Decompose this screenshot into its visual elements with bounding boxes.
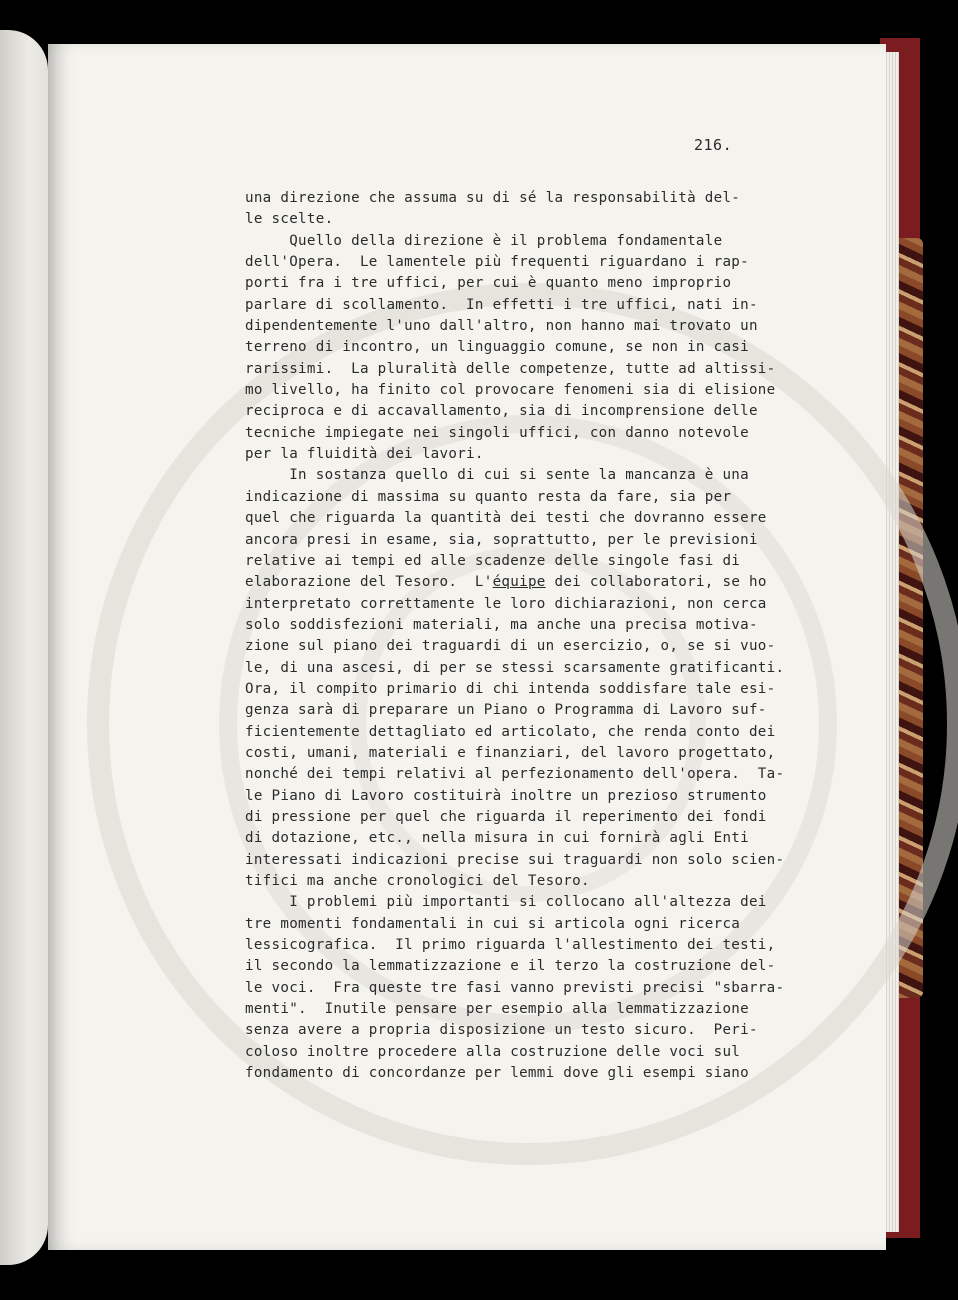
text-line: le, di una ascesi, di per se stessi scarsamente gratificanti.: [245, 659, 785, 676]
text-line: indicazione di massima su quanto resta da fare, sia per: [245, 488, 732, 505]
text-line: interpretato correttamente le loro dichiarazioni, non cerca: [245, 595, 767, 612]
text-line: mo livello, ha finito col provocare fenomeni sia di elisione: [245, 382, 776, 399]
text-line: terreno di incontro, un linguaggio comune, se non in casi: [245, 339, 749, 356]
text-line: per la fluidità dei lavori.: [245, 446, 484, 463]
text-line: di pressione per quel che riguarda il reperimento dei fondi: [245, 808, 767, 825]
text-line: In sostanza quello di cui si sente la mancanza è una: [245, 467, 749, 484]
text-line: senza avere a propria disposizione un testo sicuro. Peri-: [245, 1022, 758, 1039]
text-line: reciproca e di accavallamento, sia di incomprensione delle: [245, 403, 758, 420]
body-text: [245, 188, 805, 1084]
text-line: interessati indicazioni precise sui traguardi non solo scien-: [245, 851, 785, 868]
text-line: genza sarà di preparare un Piano o Programma di Lavoro suf-: [245, 702, 767, 719]
text-line: dipendentemente l'uno dall'altro, non hanno mai trovato un: [245, 318, 758, 335]
text-line: relative ai tempi ed alle scadenze delle singole fasi di: [245, 552, 741, 569]
text-line: di dotazione, etc., nella misura in cui fornirà agli Enti: [245, 830, 749, 847]
text-line: coloso inoltre procedere alla costruzione delle voci sul: [245, 1043, 741, 1060]
text-line: dell'Opera. Le lamentele più frequenti riguardano i rap-: [245, 254, 749, 271]
text-line: ficientemente dettagliato ed articolato, che renda conto dei: [245, 723, 776, 740]
underlined-word: équipe: [492, 574, 546, 591]
text-line: elaborazione del Tesoro. L'équipe dei collaboratori, se ho: [245, 574, 767, 591]
text-line: menti". Inutile pensare per esempio alla lemmatizzazione: [245, 1001, 749, 1018]
page-number: 216.: [694, 136, 733, 154]
text-line: fondamento di concordanze per lemmi dove gli esempi siano: [245, 1065, 749, 1082]
text-line: costi, umani, materiali e finanziari, del lavoro progettato,: [245, 744, 776, 761]
text-line: il secondo la lemmatizzazione e il terzo la costruzione del-: [245, 958, 776, 975]
text-line: zione sul piano dei traguardi di un esercizio, o, se si vuo-: [245, 638, 776, 655]
text-line: tre momenti fondamentali in cui si articola ogni ricerca: [245, 915, 741, 932]
text-line: tecniche impiegate nei singoli uffici, con danno notevole: [245, 424, 749, 441]
text-line: solo soddisfezioni materiali, ma anche una precisa motiva-: [245, 616, 758, 633]
text-line: lessicografica. Il primo riguarda l'allestimento dei testi,: [245, 937, 776, 954]
text-line: quel che riguarda la quantità dei testi che dovranno essere: [245, 510, 767, 527]
text-line: porti fra i tre uffici, per cui è quanto meno improprio: [245, 275, 732, 292]
text-line: I problemi più importanti si collocano all'altezza dei: [245, 894, 767, 911]
text-line: rarissimi. La pluralità delle competenze, tutte ad altissi-: [245, 360, 776, 377]
text-line: parlare di scollamento. In effetti i tre uffici, nati in-: [245, 296, 758, 313]
left-page-edge: [0, 30, 48, 1265]
text-line: Ora, il compito primario di chi intenda soddisfare tale esi-: [245, 680, 776, 697]
text-line: nonché dei tempi relativi al perfezionamento dell'opera. Ta-: [245, 766, 785, 783]
text-line: Quello della direzione è il problema fondamentale: [245, 232, 723, 249]
text-line: le scelte.: [245, 211, 334, 228]
text-line: le Piano di Lavoro costituirà inoltre un prezioso strumento: [245, 787, 767, 804]
text-line: una direzione che assuma su di sé la responsabilità del-: [245, 190, 741, 206]
text-line: ancora presi in esame, sia, soprattutto, per le previsioni: [245, 531, 758, 548]
text-line: tifici ma anche cronologici del Tesoro.: [245, 873, 590, 889]
text-line: le voci. Fra queste tre fasi vanno previsti precisi "sbarra-: [245, 979, 785, 996]
